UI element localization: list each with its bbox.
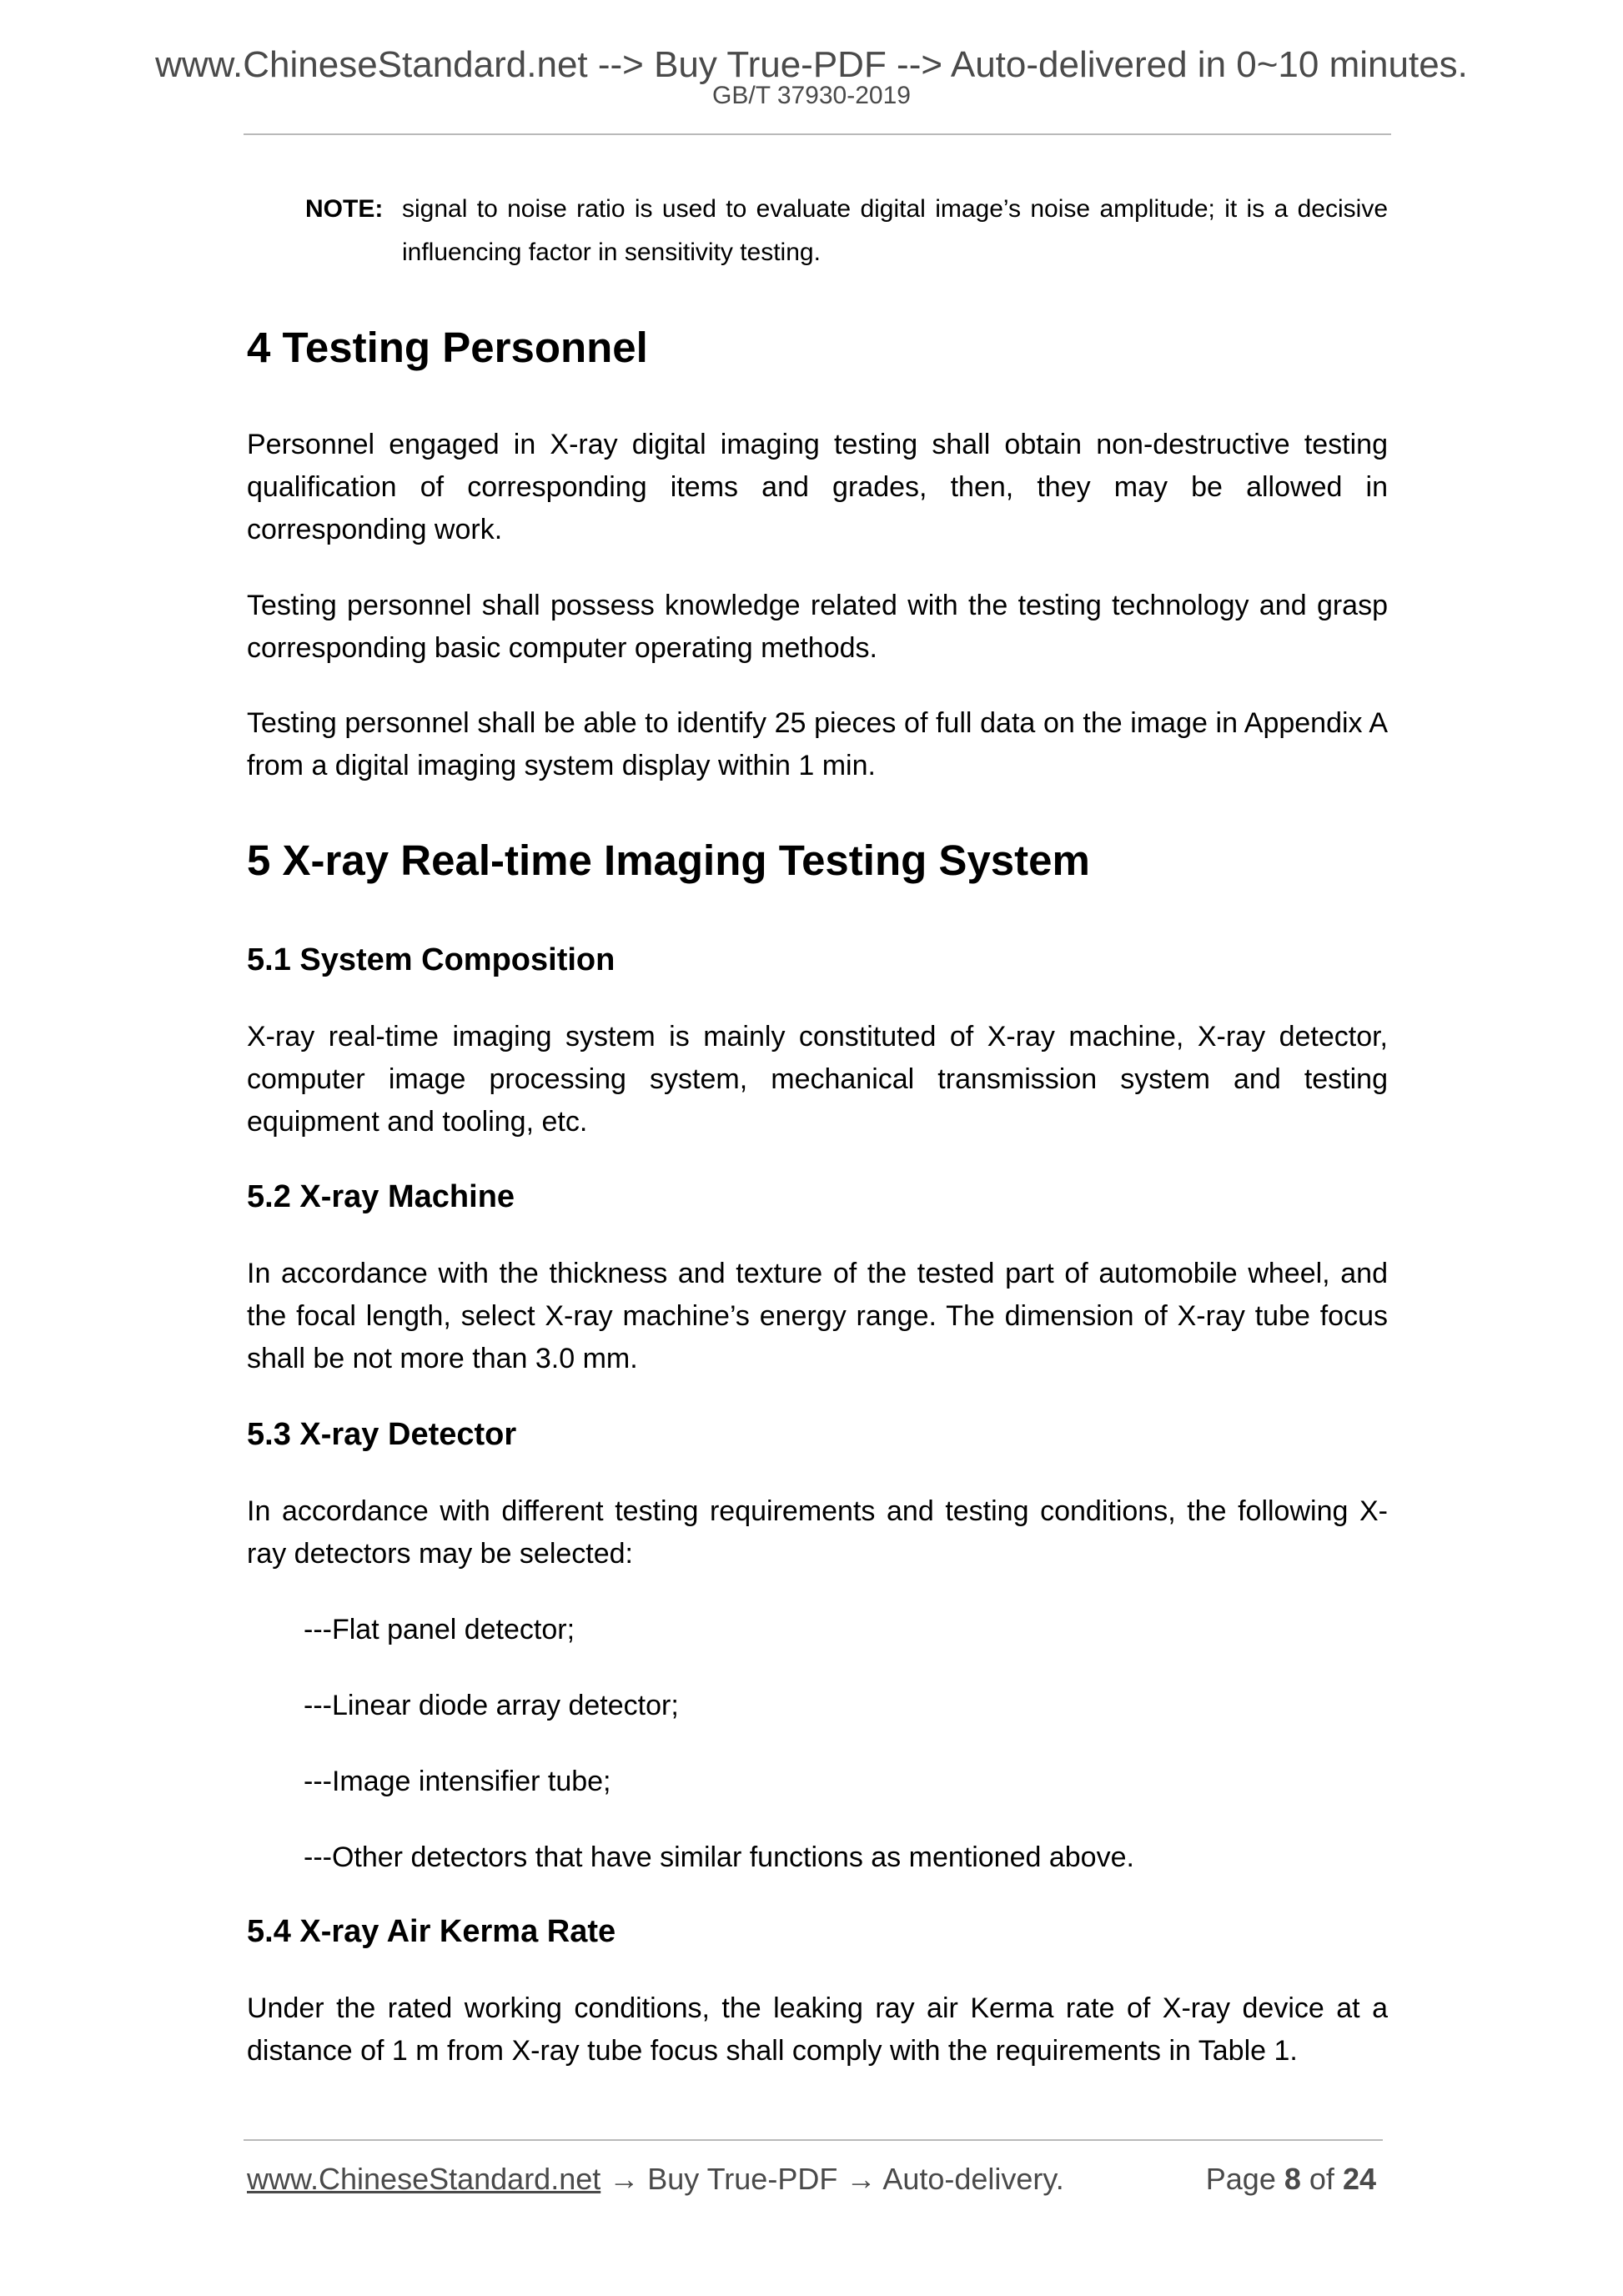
detector-list-item: ---Linear diode array detector; — [304, 1690, 679, 1721]
section-5-heading: 5 X-ray Real-time Imaging Testing System — [247, 837, 1090, 884]
note-text: signal to noise ratio is used to evaluate digital image’s noise amplitude; it is a decisive influencing factor in sensitivity testing. — [402, 195, 1388, 266]
header-divider — [244, 133, 1391, 135]
section-5-3-heading: 5.3 X-ray Detector — [247, 1417, 517, 1452]
detector-list-item: ---Other detectors that have similar functions as mentioned above. — [304, 1841, 1134, 1873]
note-block — [305, 188, 1388, 274]
note-label: NOTE: — [305, 195, 384, 223]
footer-tagline: → Buy True-PDF → Auto-delivery. — [600, 2162, 1064, 2196]
detector-list-item: ---Flat panel detector; — [304, 1614, 575, 1645]
section-5-2-heading: 5.2 X-ray Machine — [247, 1179, 515, 1214]
footer-divider — [244, 2139, 1383, 2141]
footer-site-link[interactable]: www.ChineseStandard.net — [247, 2162, 601, 2196]
site-banner: www.ChineseStandard.net --> Buy True-PDF --> Auto-delivered in 0~10 minutes. — [155, 44, 1468, 85]
page-indicator — [1206, 2156, 1376, 2203]
section-4-paragraph-1: Personnel engaged in X-ray digital imaging testing shall obtain non-destructive testing qualification of corresponding items and grades, then, they may be allowed in corresponding work. — [247, 429, 1388, 545]
section-5-2-paragraph: In accordance with the thickness and texture of the tested part of automobile wheel, and the focal length, select X-ray machine’s energy range. The dimension of X-ray tube focus shall be not more than 3.0 mm. — [247, 1258, 1388, 1374]
detector-list-item: ---Image intensifier tube; — [304, 1766, 611, 1797]
section-5-1-paragraph: X-ray real-time imaging system is mainly constituted of X-ray machine, X-ray detector, computer image processing system, mechanical transmission system and testing equipment and tooling, etc. — [247, 1021, 1388, 1138]
section-5-4-heading: 5.4 X-ray Air Kerma Rate — [247, 1914, 616, 1949]
section-5-1-heading: 5.1 System Composition — [247, 942, 616, 977]
page-number: 8 — [1284, 2162, 1301, 2196]
standard-number: GB/T 37930-2019 — [712, 82, 911, 109]
section-5-4-paragraph: Under the rated working conditions, the leaking ray air Kerma rate of X-ray device at a distance of 1 m from X-ray tube focus shall comply with the requirements in Table 1. — [247, 1992, 1388, 2067]
section-5-3-paragraph: In accordance with different testing requirements and testing conditions, the following X-ray detectors may be selected: — [247, 1495, 1388, 1570]
section-4-heading: 4 Testing Personnel — [247, 324, 648, 371]
of-label: of — [1309, 2162, 1334, 2196]
page-total: 24 — [1342, 2162, 1376, 2196]
page-footer — [247, 2156, 1381, 2203]
page-label: Page — [1205, 2162, 1276, 2196]
section-4-paragraph-2: Testing personnel shall possess knowledge related with the testing technology and grasp corresponding basic computer operating methods. — [247, 590, 1388, 664]
section-4-paragraph-3: Testing personnel shall be able to identify 25 pieces of full data on the image in Appendix A from a digital imaging system display within 1 min. — [247, 707, 1388, 781]
